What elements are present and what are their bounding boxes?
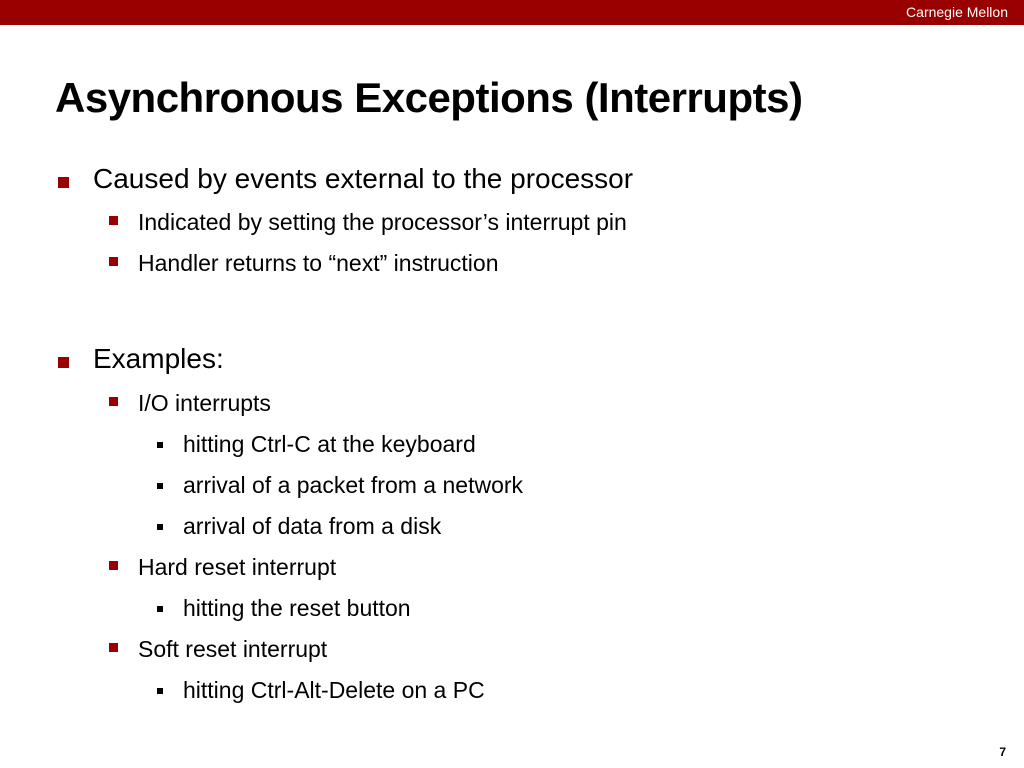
small-square-bullet-icon	[157, 483, 163, 489]
bullet-text: Examples:	[93, 343, 224, 374]
bullet-text: Handler returns to “next” instruction	[138, 250, 499, 276]
square-bullet-icon	[109, 216, 118, 225]
page-number: 7	[999, 745, 1006, 759]
bullet-text: Hard reset interrupt	[138, 554, 337, 580]
bullet-text: arrival of data from a disk	[183, 513, 442, 539]
slide-title: Asynchronous Exceptions (Interrupts)	[55, 74, 803, 121]
square-bullet-icon	[109, 643, 118, 652]
square-bullet-icon	[58, 357, 69, 368]
square-bullet-icon	[109, 397, 118, 406]
bullet-text: Soft reset interrupt	[138, 636, 328, 662]
bullet-text: Caused by events external to the processor	[93, 163, 634, 194]
small-square-bullet-icon	[157, 688, 163, 694]
institution-label: Carnegie Mellon	[906, 4, 1008, 20]
bullet-text: I/O interrupts	[138, 390, 271, 416]
small-square-bullet-icon	[157, 524, 163, 530]
header-bar	[0, 0, 1024, 25]
square-bullet-icon	[109, 561, 118, 570]
bullet-text: hitting the reset button	[183, 595, 411, 621]
bullet-text: hitting Ctrl-Alt-Delete on a PC	[183, 677, 485, 703]
bullet-text: hitting Ctrl-C at the keyboard	[183, 431, 476, 457]
small-square-bullet-icon	[157, 606, 163, 612]
bullet-text: arrival of a packet from a network	[183, 472, 524, 498]
square-bullet-icon	[58, 177, 69, 188]
square-bullet-icon	[109, 257, 118, 266]
small-square-bullet-icon	[157, 442, 163, 448]
bullet-text: Indicated by setting the processor’s interrupt pin	[138, 209, 627, 235]
